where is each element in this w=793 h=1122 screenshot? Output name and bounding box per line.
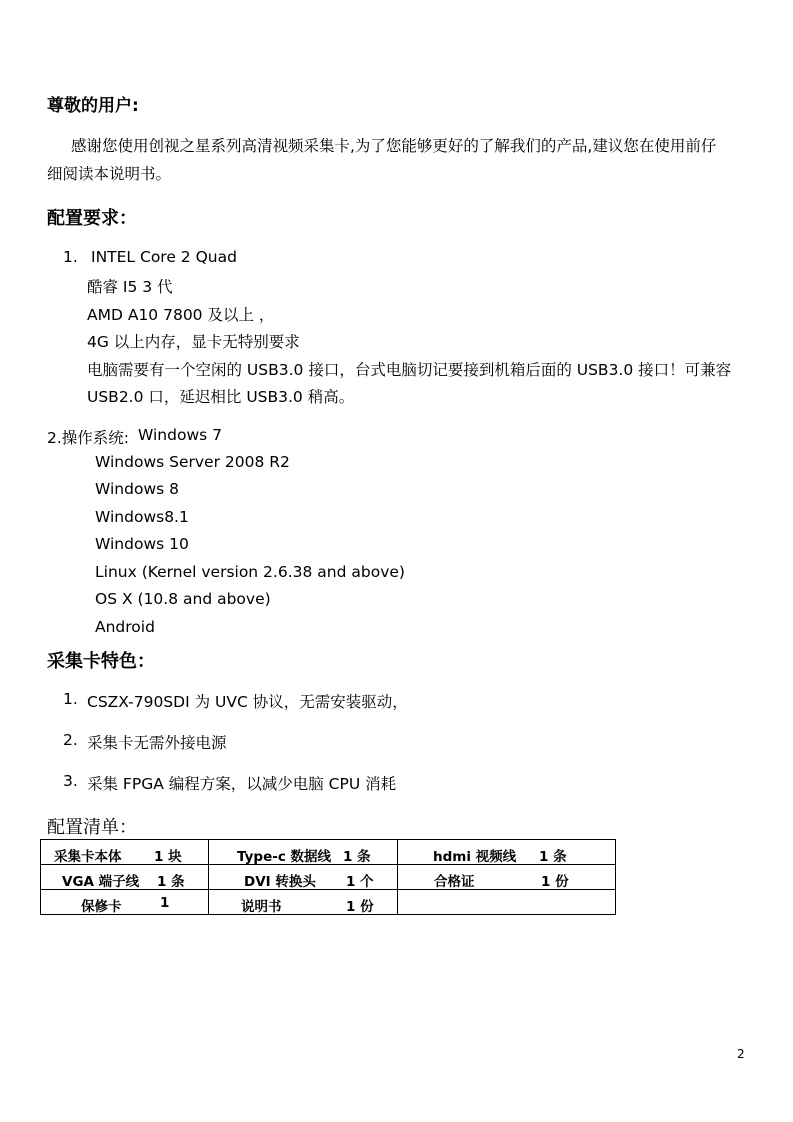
os-item: Windows 8 [95,480,179,498]
table-cell [398,840,616,865]
os-item: OS X (10.8 and above) [95,590,271,608]
item-name: 说明书 [241,899,282,915]
table-row [41,890,616,915]
table-cell [209,865,398,890]
item-qty: 1 块 [154,849,182,865]
feature-text: 采集卡无需外接电源 [87,734,227,752]
os-item: Windows 10 [95,535,189,553]
os-label: 2.操作系统: [47,429,130,447]
table-cell [41,840,209,865]
feature-text: 采集 FPGA 编程方案，以减少电脑 CPU 消耗 [87,775,397,793]
greeting-heading: 尊敬的用户: [47,96,139,116]
os-item: Windows 7 [138,426,222,444]
table-row [41,840,616,865]
requirement-line: AMD A10 7800 及以上 ， [87,306,275,324]
table-cell-empty [398,890,616,915]
requirements-title: 配置要求： [47,208,137,229]
requirement-line: 酷睿 I5 3 代 [87,278,173,296]
table-cell [209,840,398,865]
feature-number: 2. [63,731,78,749]
feature-text: CSZX-790SDI 为 UVC 协议，无需安装驱动， [87,693,408,711]
intro-line-1: 感谢您使用创视之星系列高清视频采集卡,为了您能够更好的了解我们的产品,建议您在使用前仔 [71,137,717,155]
item-qty: 1 条 [157,874,185,890]
intro-line-2: 细阅读本说明书。 [47,165,172,183]
feature-number: 3. [63,772,78,790]
table-cell [41,865,209,890]
os-item: Windows8.1 [95,508,189,526]
item-qty: 1 个 [346,874,374,890]
item-qty: 1 条 [343,849,371,865]
item-name: hdmi 视频线 [433,849,517,865]
item-qty: 1 [160,895,170,911]
item-qty: 1 条 [539,849,567,865]
requirement-line: INTEL Core 2 Quad [91,248,237,266]
page-number: 2 [737,1047,745,1061]
table-row [41,865,616,890]
table-cell [41,890,209,915]
requirement-line: 4G 以上内存，显卡无特别要求 [87,333,300,351]
features-title: 采集卡特色： [47,651,155,672]
item-name: 采集卡本体 [54,849,122,865]
os-item: Android [95,618,155,636]
item-qty: 1 份 [346,899,374,915]
packing-list-table [40,839,616,915]
item-name: VGA 端子线 [62,874,140,890]
feature-number: 1. [63,690,78,708]
requirement-line: 电脑需要有一个空闲的 USB3.0 接口，台式电脑切记要接到机箱后面的 USB3.0 接口！可兼容 [87,361,732,379]
requirement-line: USB2.0 口，延迟相比 USB3.0 稍高。 [87,388,355,406]
item-name: 保修卡 [81,899,122,915]
requirement-number: 1. [63,248,78,266]
item-name: DVI 转换头 [244,874,316,890]
packing-list-title: 配置清单： [47,817,137,838]
table-cell [398,865,616,890]
item-qty: 1 份 [541,874,569,890]
item-name: 合格证 [434,874,475,890]
table-cell [209,890,398,915]
os-item: Windows Server 2008 R2 [95,453,290,471]
item-name: Type-c 数据线 [237,849,332,865]
os-item: Linux (Kernel version 2.6.38 and above) [95,563,405,581]
